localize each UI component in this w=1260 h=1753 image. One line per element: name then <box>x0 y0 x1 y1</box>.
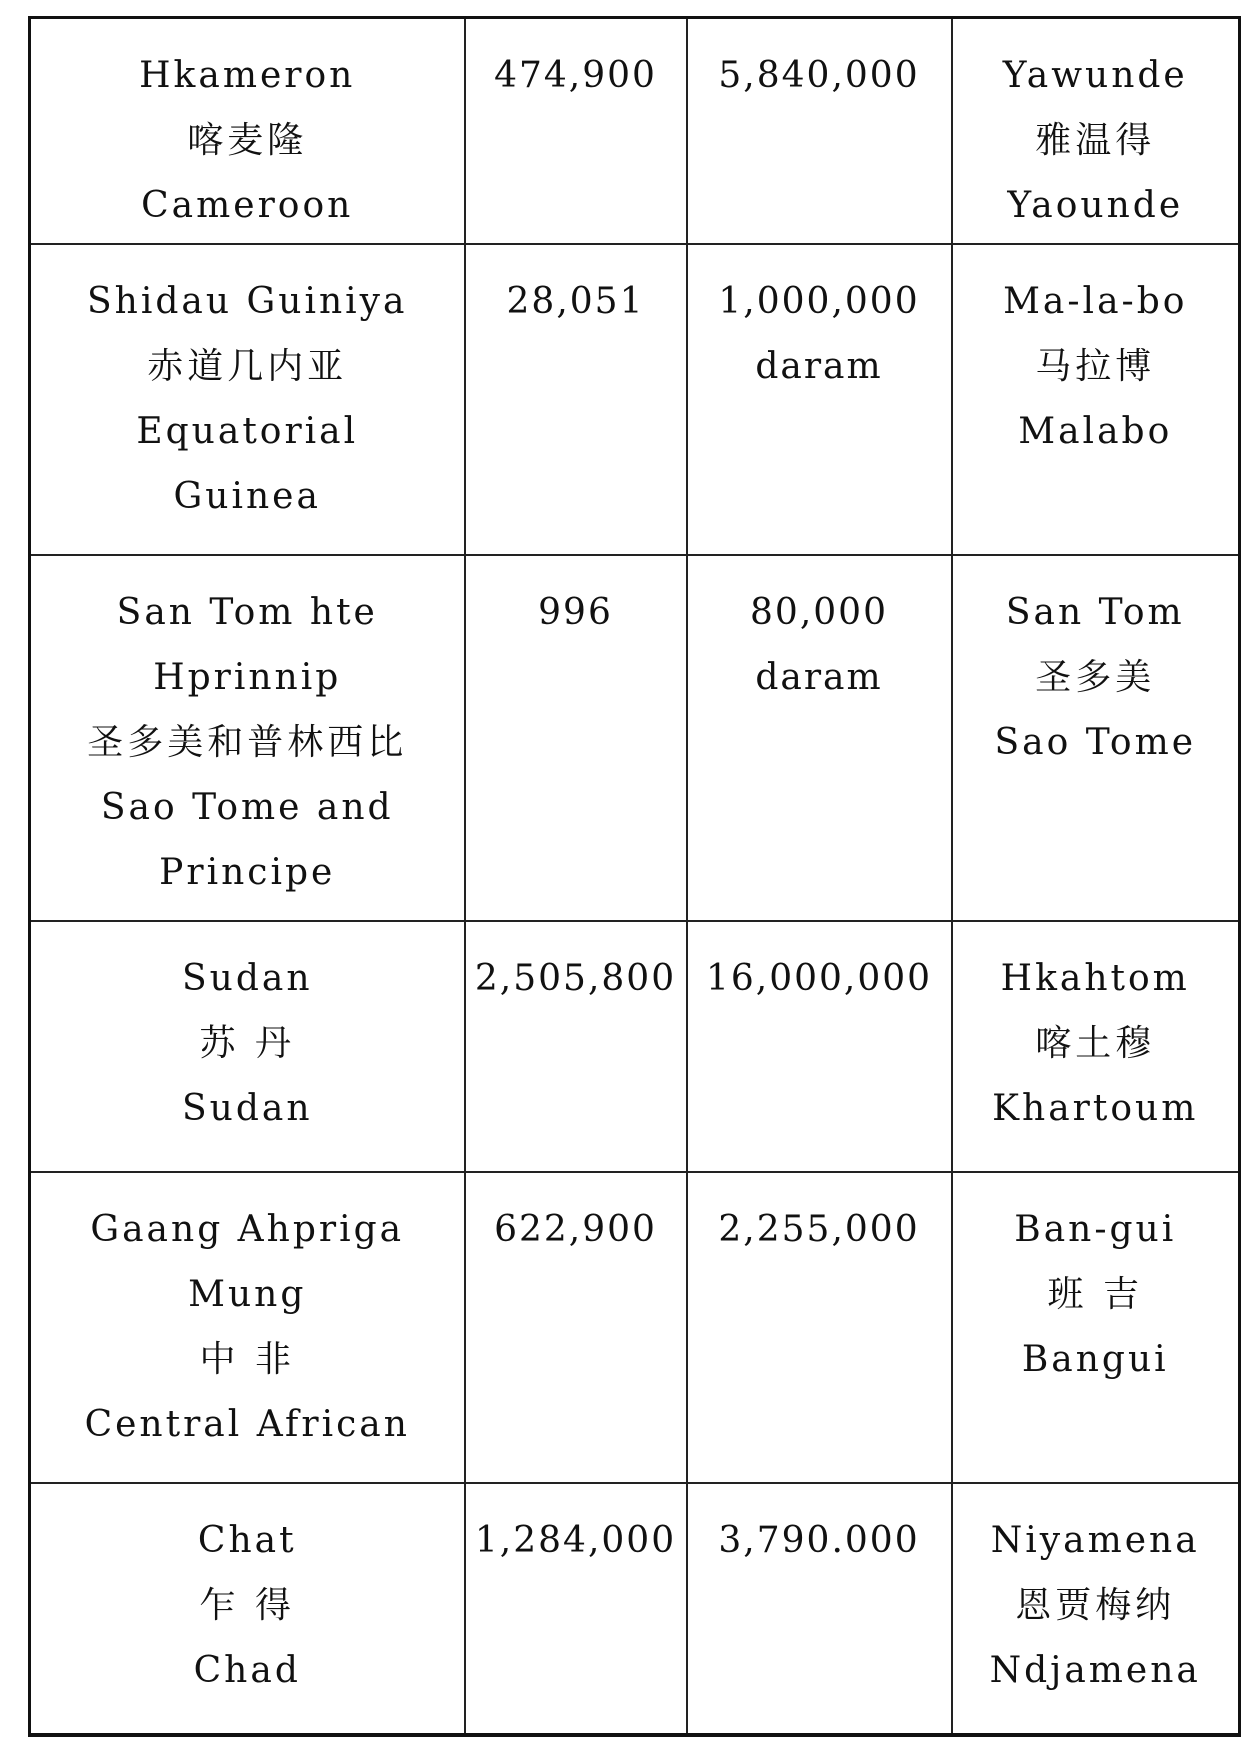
country-name-line: San Tom hte <box>116 592 378 633</box>
capital-name-line: San Tom <box>1005 592 1185 633</box>
country-name-line: Central African <box>84 1404 410 1445</box>
population-value: 2,255,000 <box>718 1209 920 1250</box>
country-name-cell <box>30 555 465 921</box>
population-value: 16,000,000 <box>705 958 933 999</box>
capital-name-line: Bangui <box>1021 1339 1169 1380</box>
population-note: daram <box>755 346 883 387</box>
capital-name-line: Ndjamena <box>989 1650 1201 1691</box>
country-name-line: 苏 丹 <box>199 1023 295 1064</box>
population-cell <box>687 1172 952 1483</box>
capital-name-line: 恩贾梅纳 <box>1015 1585 1176 1626</box>
area-value: 474,900 <box>494 55 657 96</box>
capital-name-line: Ban-gui <box>1014 1209 1177 1250</box>
country-name-line: Mung <box>188 1274 307 1315</box>
area-value: 28,051 <box>506 281 645 322</box>
population-cell <box>687 244 952 555</box>
country-name-line: 喀麦隆 <box>187 120 308 161</box>
table-row <box>30 244 1240 555</box>
table-row <box>30 555 1240 921</box>
country-name-line: Shidau Guiniya <box>87 281 408 322</box>
capital-name-line: Hkahtom <box>1000 958 1190 999</box>
table-row <box>30 1172 1240 1483</box>
country-name-line: 赤道几内亚 <box>147 346 348 387</box>
area-cell <box>465 921 687 1172</box>
country-name-line: Sudan <box>181 958 313 999</box>
population-note: daram <box>755 657 883 698</box>
capital-name-line: Ma-la-bo <box>1003 281 1188 322</box>
area-cell <box>465 1483 687 1735</box>
country-table <box>28 16 1241 1737</box>
table-row <box>30 18 1240 245</box>
capital-name-line: Malabo <box>1018 411 1173 452</box>
country-name-line: Sudan <box>181 1088 313 1129</box>
country-name-cell <box>30 244 465 555</box>
country-name-line: Cameroon <box>141 185 354 226</box>
population-cell <box>687 1483 952 1735</box>
capital-cell <box>952 555 1240 921</box>
area-value: 1,284,000 <box>474 1520 677 1561</box>
country-name-line: Hprinnip <box>153 657 342 698</box>
country-name-line: Equatorial <box>136 411 359 452</box>
capital-name-line: 圣多美 <box>1035 657 1156 698</box>
area-cell <box>465 555 687 921</box>
capital-name-line: 马拉博 <box>1035 346 1156 387</box>
population-value: 3,790.000 <box>718 1520 920 1561</box>
country-name-line: Principe <box>159 852 336 893</box>
country-name-line: Hkameron <box>139 55 356 96</box>
area-cell <box>465 1172 687 1483</box>
country-name-cell <box>30 921 465 1172</box>
capital-name-line: 雅温得 <box>1035 120 1156 161</box>
capital-name-line: 班 吉 <box>1047 1274 1143 1315</box>
capital-cell <box>952 18 1240 245</box>
capital-cell <box>952 244 1240 555</box>
country-name-line: 中 非 <box>199 1339 295 1380</box>
capital-name-line: Yaounde <box>1007 185 1184 226</box>
table-row <box>30 1483 1240 1735</box>
area-value: 996 <box>538 592 613 633</box>
population-value: 1,000,000 <box>718 281 920 322</box>
capital-name-line: Niyamena <box>990 1520 1200 1561</box>
population-value: 5,840,000 <box>718 55 920 96</box>
area-value: 2,505,800 <box>474 958 677 999</box>
capital-cell <box>952 1483 1240 1735</box>
country-name-cell <box>30 1483 465 1735</box>
country-name-line: Sao Tome and <box>100 787 394 828</box>
capital-cell <box>952 921 1240 1172</box>
country-name-line: 圣多美和普林西比 <box>87 722 408 763</box>
area-cell <box>465 18 687 245</box>
capital-name-line: Khartoum <box>992 1088 1199 1129</box>
population-cell <box>687 18 952 245</box>
table-row <box>30 921 1240 1172</box>
population-cell <box>687 921 952 1172</box>
capital-name-line: 喀土穆 <box>1035 1023 1156 1064</box>
country-name-line: Chad <box>193 1650 301 1691</box>
country-name-line: 乍 得 <box>199 1585 295 1626</box>
capital-name-line: Sao Tome <box>994 722 1197 763</box>
capital-cell <box>952 1172 1240 1483</box>
population-value: 80,000 <box>750 592 888 633</box>
area-cell <box>465 244 687 555</box>
country-name-line: Chat <box>197 1520 297 1561</box>
capital-name-line: Yawunde <box>1002 55 1188 96</box>
country-name-line: Guinea <box>173 476 321 517</box>
area-value: 622,900 <box>494 1209 657 1250</box>
population-cell <box>687 555 952 921</box>
country-name-cell <box>30 18 465 245</box>
country-name-line: Gaang Ahpriga <box>90 1209 405 1250</box>
country-name-cell <box>30 1172 465 1483</box>
